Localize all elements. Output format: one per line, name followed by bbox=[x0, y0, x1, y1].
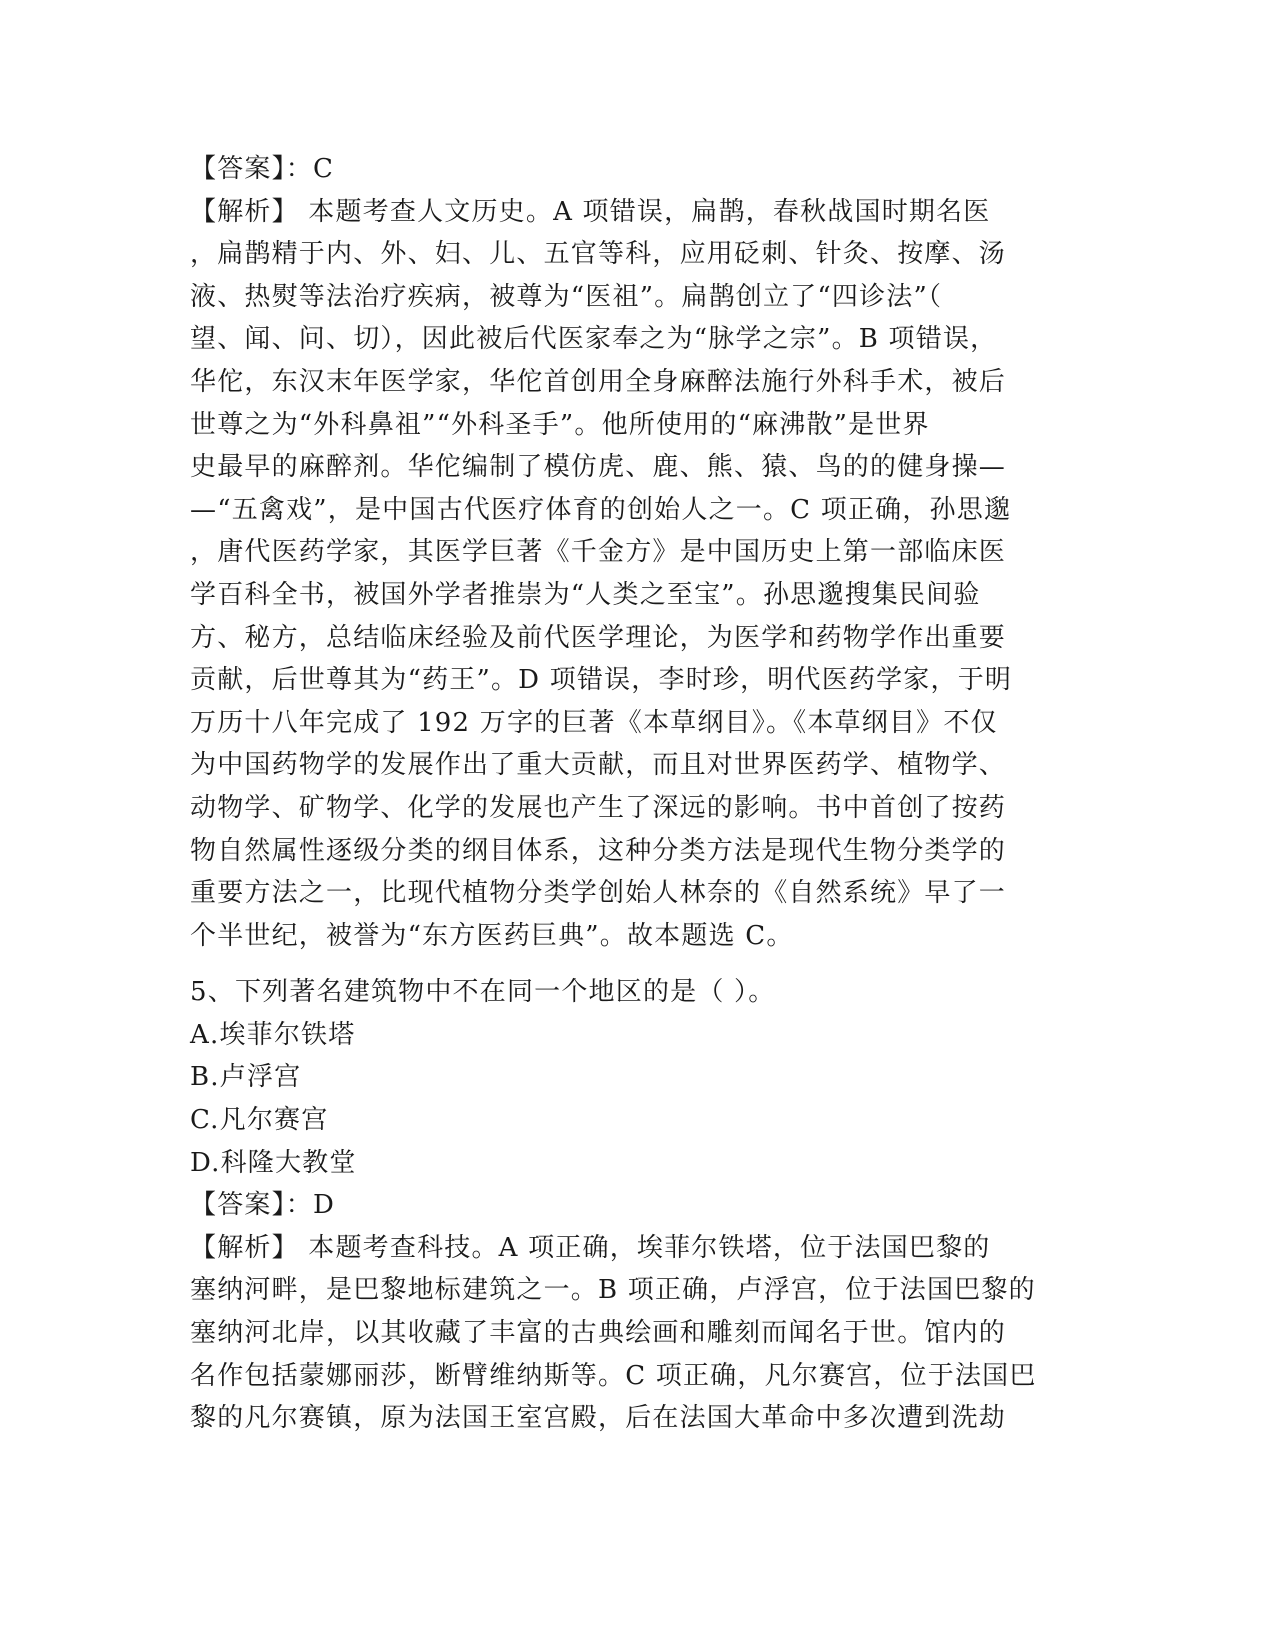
q4-answer: 【答案】：C bbox=[190, 154, 335, 184]
q4-analysis-line: 【解析】 本题考查人文历史。A 项错误，扁鹊，春秋战国时期名医 bbox=[190, 196, 991, 227]
document-page bbox=[190, 148, 1090, 1440]
q4-analysis-line: 方、秘方，总结临床经验及前代医学理论，为医学和药物学作出重要 bbox=[190, 622, 1007, 653]
q5-analysis-line: 塞纳河畔，是巴黎地标建筑之一。B 项正确，卢浮宫，位于法国巴黎的 bbox=[190, 1275, 1036, 1306]
q5-analysis-line: 名作包括蒙娜丽莎，断臂维纳斯等。C 项正确，凡尔赛宫，位于法国巴 bbox=[190, 1360, 1037, 1391]
q5-question: 5、下列著名建筑物中不在同一个地区的是（ ）。 bbox=[190, 977, 776, 1008]
section-gap bbox=[190, 957, 1090, 971]
q4-analysis-line: 贡献，后世尊其为“药王”。D 项错误，李时珍，明代医药学家，于明 bbox=[190, 665, 1013, 696]
q5-option-c: C.凡尔赛宫 bbox=[190, 1105, 329, 1136]
q5-analysis-line: 塞纳河北岸，以其收藏了丰富的古典绘画和雕刻而闻名于世。馆内的 bbox=[190, 1318, 1007, 1349]
q4-analysis-line: 望、闻、问、切），因此被后代医家奉之为“脉学之宗”。B 项错误， bbox=[190, 324, 998, 355]
q4-analysis-line: ，唐代医药学家，其医学巨著《千金方》是中国历史上第一部临床医 bbox=[190, 537, 1007, 568]
q5-option-b: B.卢浮宫 bbox=[190, 1062, 302, 1093]
q4-analysis-line: 为中国药物学的发展作出了重大贡献，而且对世界医药学、植物学、 bbox=[190, 750, 1007, 781]
q4-analysis-line: 个半世纪，被誉为“东方医药巨典”。故本题选 C。 bbox=[190, 920, 794, 951]
q5-analysis-line: 【解析】 本题考查科技。A 项正确，埃菲尔铁塔，位于法国巴黎的 bbox=[190, 1232, 991, 1263]
q4-analysis-line: 物自然属性逐级分类的纲目体系，这种分类方法是现代生物分类学的 bbox=[190, 835, 1007, 866]
q4-analysis-line: 华佗，东汉末年医学家，华佗首创用全身麻醉法施行外科手术，被后 bbox=[190, 366, 1007, 397]
q4-analysis-line: —“五禽戏”，是中国古代医疗体育的创始人之一。C 项正确，孙思邈 bbox=[190, 494, 1012, 525]
q4-analysis-line: 万历十八年完成了 192 万字的巨著《本草纲目》。《本草纲目》不仅 bbox=[190, 707, 998, 738]
q4-analysis-line: 史最早的麻醉剂。华佗编制了模仿虎、鹿、熊、猿、鸟的的健身操— bbox=[190, 452, 1007, 483]
q4-analysis-line: 学百科全书，被国外学者推崇为“人类之至宝”。孙思邈搜集民间验 bbox=[190, 579, 981, 610]
q4-analysis-line: 液、热熨等法治疗疾病，被尊为“医祖”。扁鹊创立了“四诊法”（ bbox=[190, 281, 943, 312]
q4-analysis-line: 重要方法之一，比现代植物分类学创始人林奈的《自然系统》早了一 bbox=[190, 878, 1007, 909]
q5-option-a: A.埃菲尔铁塔 bbox=[190, 1019, 356, 1050]
q5-option-d: D.科隆大教堂 bbox=[190, 1147, 357, 1178]
q4-analysis-line: 世尊之为“外科鼻祖”“外科圣手”。他所使用的“麻沸散”是世界 bbox=[190, 409, 930, 440]
q4-analysis-line: ，扁鹊精于内、外、妇、儿、五官等科，应用砭刺、针灸、按摩、汤 bbox=[190, 239, 1007, 270]
q5-analysis-line: 黎的凡尔赛镇，原为法国王室宫殿，后在法国大革命中多次遭到洗劫 bbox=[190, 1403, 1007, 1434]
q5-options bbox=[190, 1014, 1090, 1184]
q5-answer: 【答案】：D bbox=[190, 1190, 336, 1221]
q5-analysis bbox=[190, 1227, 1090, 1440]
q4-analysis bbox=[190, 191, 1090, 958]
q4-analysis-line: 动物学、矿物学、化学的发展也产生了深远的影响。书中首创了按药 bbox=[190, 792, 1007, 823]
